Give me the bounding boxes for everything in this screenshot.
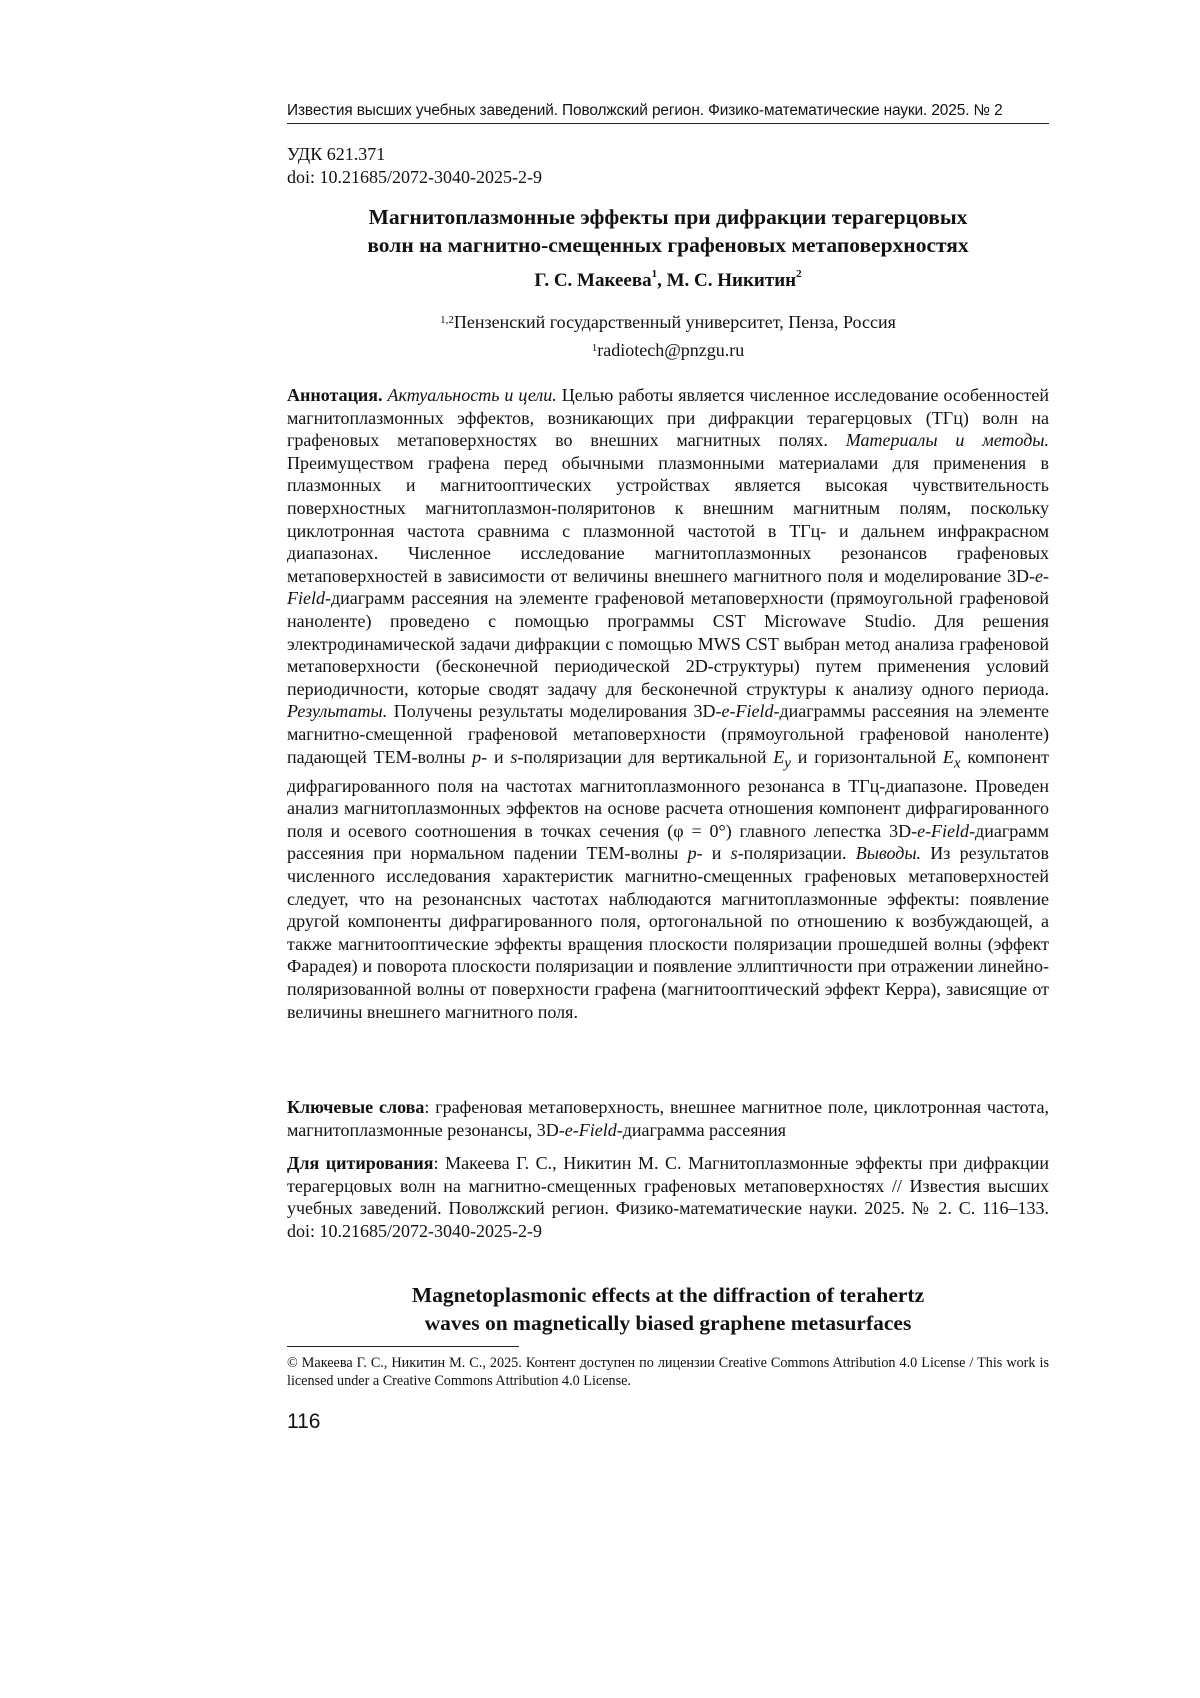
efield-term: e-Field bbox=[564, 1119, 617, 1140]
english-title-line-1: Magnetoplasmonic effects at the diffraction of terahertz bbox=[411, 1283, 925, 1307]
author-2-affiliation-mark: 2 bbox=[796, 268, 802, 280]
page-number: 116 bbox=[287, 1410, 321, 1433]
email-line bbox=[287, 336, 1049, 364]
affiliation bbox=[287, 308, 1049, 364]
author-1-affiliation-mark: 1 bbox=[651, 268, 658, 280]
english-title bbox=[287, 1281, 1049, 1337]
p-polarization: p bbox=[472, 746, 482, 767]
keywords-text-cont: -диаграмма рассеяния bbox=[616, 1119, 787, 1140]
keywords-label: Ключевые слова bbox=[287, 1097, 425, 1117]
conclusions-label: Выводы. bbox=[855, 843, 922, 864]
keywords bbox=[287, 1096, 1049, 1141]
conclusions-text: Из результатов численного исследования характеристик магнитно-смещенных графеновых метаповерхностей следует, что на резонансных частотах наблюдаются магнитоплазмонные эффекты: появление другой компоненты дифрагированного поля, ортогональной по отношению к возбуждающей, а также магнитооптические эффекты вращения плоскости поляризации прошедшей волны (эффект Фарадея) и поворота плоскости поляризации и появление эллиптичности при отражении линейно-поляризованной волны от поверхности графена (магнитооптический эффект Керра), зависящие от величины внешнего магнитного поля. bbox=[287, 843, 1050, 1022]
relevance-text: Целью работы является численное исследование особенностей магнитоплазмонных эффектов, возникающих при дифракции терагерцовых (ТГц) волн на графеновых метаповерхностях во внешних магнитных полях. bbox=[287, 385, 1049, 451]
keywords-text: : графеновая метаповерхность, внешнее магнитное поле, циклотронная частота, магнитоплазмонные резонансы, 3D- bbox=[287, 1097, 1049, 1140]
citation-text: : Макеева Г. С., Никитин М. С. Магнитоплазмонные эффекты при дифракции терагерцовых волн на магнитно-смещенных графеновых метаповерхностях // Известия высших учебных заведений. Поволжский регион. Физико-математические науки. 2025. № 2. С. 116–133. doi: 10.21685/2072-3040-2025-2-9 bbox=[287, 1153, 1049, 1241]
authors bbox=[287, 270, 1049, 292]
affiliation-text: Пензенский государственный университет, Пенза, Россия bbox=[453, 312, 896, 332]
udk-code: УДК 621.371 bbox=[287, 144, 386, 164]
author-separator: , bbox=[657, 270, 667, 291]
license-footnote: © Макеева Г. С., Никитин М. С., 2025. Контент доступен по лицензии Creative Commons Attribution 4.0 License / This work is licensed under a Creative Commons Attribution 4.0 License. bbox=[287, 1355, 1049, 1389]
abstract-label: Аннотация. bbox=[287, 385, 383, 405]
footnote-divider bbox=[287, 1346, 519, 1347]
article-title bbox=[287, 203, 1049, 259]
methods-text: Преимуществом графена перед обычными плазмонными материалами для применения в плазмонных и магнитооптических устройствах является высокая чувствительность поверхностных магнитоплазмон-поляритонов к внешним магнитным полям, поскольку циклотронная частота сравнима с плазмонной частотой в ТГц- и дальнем инфракрасном диапазонах. Численное исследование магнитоплазмонных резонансов графеновых метаповерхностей в зависимости от величины внешнего магнитного поля и моделирование 3D- bbox=[287, 452, 1049, 586]
results-text-cont: и горизонтальной bbox=[797, 746, 937, 767]
author-email[interactable]: radiotech@pnzgu.ru bbox=[597, 340, 745, 360]
doi[interactable]: doi: 10.21685/2072-3040-2025-2-9 bbox=[287, 167, 542, 187]
methods-text-cont: -диаграмм рассеяния на элементе графеновой метаповерхности (прямоугольной графеновой наноленте) проведено с помощью программы CST Microwave Studio. Для решения электродинамической задачи дифракции с помощью MWS CST выбран метод анализа графеновой метаповерхности (бесконечной периодической 2D-структуры) путем применения условий периодичности, которые сводят задачу для бесконечной структуры к анализу одного периода. bbox=[287, 588, 1049, 699]
results-text: Получены результаты моделирования 3D- bbox=[393, 701, 722, 722]
english-title-line-2: waves on magnetically biased graphene metasurfaces bbox=[424, 1311, 912, 1335]
efield-term: e-Field bbox=[287, 565, 1049, 609]
e-x-component: $E_x$ bbox=[942, 746, 961, 772]
article-meta bbox=[287, 143, 542, 189]
affiliation-mark: 1,2 bbox=[440, 314, 454, 326]
methods-label: Материалы и методы. bbox=[845, 430, 1049, 451]
title-line-1: Магнитоплазмонные эффекты при дифракции терагерцовых bbox=[368, 205, 968, 229]
s-polarization: s bbox=[730, 843, 738, 864]
s-polarization: s bbox=[510, 746, 518, 767]
citation bbox=[287, 1152, 1049, 1242]
conjunction: - и bbox=[481, 746, 504, 767]
e-y-component: $E_y$ bbox=[773, 746, 791, 772]
email-mark: 1 bbox=[591, 342, 598, 354]
results-text-cont: -поляризации для вертикальной bbox=[517, 746, 767, 767]
results-text-cont: компонент дифрагированного поля на частотах магнитоплазмонного резонанса в ТГц-диапазоне. Проведен анализ магнитоплазмонных эффектов на основе расчета отношения компонент дифрагированного поля и осевого соотношения в точках сечения (φ = 0°) главного лепестка 3D- bbox=[287, 746, 1050, 841]
title-line-2: волн на магнитно-смещенных графеновых метаповерхностях bbox=[367, 233, 969, 257]
author-1: Г. С. Макеева bbox=[534, 270, 652, 291]
results-label: Результаты. bbox=[287, 701, 388, 722]
author-2: М. С. Никитин bbox=[666, 270, 797, 291]
conjunction: - и bbox=[696, 843, 722, 864]
p-polarization: p bbox=[687, 843, 697, 864]
results-text-cont: -диаграмм рассеяния при нормальном падении ТЕМ-волны bbox=[287, 820, 1049, 864]
efield-term: e-Field bbox=[917, 820, 970, 841]
results-text-cont: -поляризации. bbox=[737, 843, 847, 864]
relevance-label: Актуальность и цели. bbox=[387, 385, 557, 405]
efield-term: e-Field bbox=[721, 701, 774, 722]
journal-header: Известия высших учебных заведений. Поволжский регион. Физико-математические науки. 2025. № 2 bbox=[287, 102, 1049, 124]
abstract bbox=[287, 384, 1049, 1023]
affiliation-line bbox=[287, 308, 1049, 336]
results-text-cont: -диаграммы рассеяния на элементе магнитно-смещенной графеновой метаповерхности (прямоугольной графеновой наноленте) падающей ТЕМ-волны bbox=[287, 701, 1050, 767]
citation-label: Для цитирования bbox=[287, 1153, 434, 1173]
